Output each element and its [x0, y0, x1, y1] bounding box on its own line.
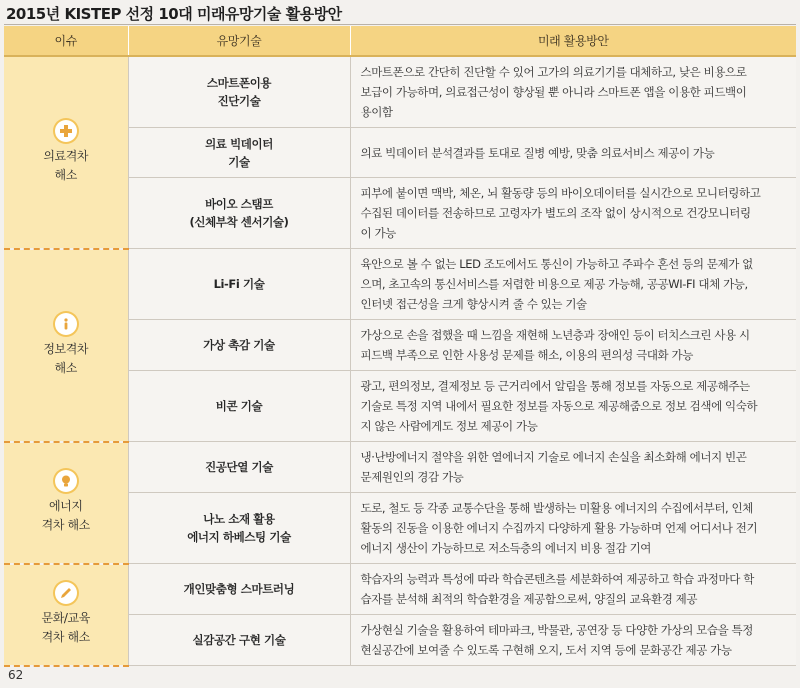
desc-line: 가상으로 손을 접했을 때 느낌을 재현해 노년층과 장애인 등이 터치스크린 사용 시	[360, 328, 750, 342]
desc-line: 에너지 생산이 가능하므로 저소득층의 에너지 비용 절감 기여	[360, 541, 652, 555]
header-tech: 유망기술	[128, 26, 350, 56]
tech-table	[4, 26, 796, 667]
issue-cell-energy	[4, 442, 128, 564]
desc-line: 냉·난방에너지 절약을 위한 열에너지 기술로 에너지 손실을 최소화해 에너지 빈곤	[360, 450, 747, 464]
issue-label: 격차 해소	[41, 630, 90, 644]
issue-label: 문화/교육	[41, 611, 90, 625]
issue-label: 의료격차	[43, 148, 89, 163]
medical-cross-icon	[55, 120, 77, 142]
issue-cell-info	[4, 249, 128, 442]
issue-cell-culture	[4, 564, 128, 666]
desc-cell	[350, 493, 796, 564]
issue-label: 해소	[54, 360, 77, 375]
pencil-icon	[55, 582, 77, 604]
desc-cell	[350, 320, 796, 371]
issue-label: 에너지	[48, 499, 83, 513]
desc-line: 피드백 부족으로 인한 사용성 문제를 해소, 이용의 편의성 극대화 가능	[360, 348, 693, 362]
tech-cell	[128, 128, 350, 178]
tech-label: 진공단열 기술	[205, 460, 273, 474]
desc-line: 육안으로 볼 수 없는 LED 조도에서도 통신이 가능하고 주파수 혼선 등의 문제가 없	[360, 257, 753, 271]
page-number: 62	[8, 668, 24, 682]
desc-line: 보급이 가능하며, 의료접근성이 향상될 뿐 아니라 스마트폰 앱을 이용한 피드백이	[360, 85, 747, 99]
header-use: 미래 활용방안	[350, 26, 796, 56]
desc-line: 지 않은 사람에게도 정보 제공이 가능	[360, 419, 538, 433]
tech-label: 기술	[228, 154, 250, 169]
desc-cell	[350, 371, 796, 442]
desc-line: 학습자의 능력과 특성에 따라 학습콘텐츠를 세분화하여 제공하고 학습 과정마다 학	[360, 572, 754, 586]
desc-line: 으며, 초고속의 통신서비스를 저렴한 비용으로 제공 가능해, 공공WI-FI 대체 가능,	[360, 277, 748, 291]
desc-cell	[350, 615, 796, 666]
header-issue: 이슈	[4, 26, 128, 56]
desc-cell	[350, 128, 796, 178]
tech-cell	[128, 442, 350, 493]
desc-cell	[350, 442, 796, 493]
issue-cell-medical	[4, 56, 128, 249]
desc-line: 인터넷 접근성을 크게 향상시켜 줄 수 있는 기술	[360, 297, 587, 311]
tech-cell	[128, 371, 350, 442]
tech-cell	[128, 56, 350, 128]
desc-cell	[350, 564, 796, 615]
tech-label: 진단기술	[217, 94, 261, 108]
desc-cell	[350, 249, 796, 320]
tech-label: 바이오 스탬프	[205, 197, 273, 211]
desc-line: 현실공간에 보여줄 수 있도록 구현해 오지, 도서 지역 등에 문화공간 제공 가능	[360, 643, 732, 657]
desc-line: 습자를 분석해 최적의 학습환경을 제공함으로써, 양질의 교육환경 제공	[360, 592, 698, 606]
tech-cell	[128, 493, 350, 564]
table-row	[4, 564, 796, 615]
tech-label: 개인맞춤형 스마트러닝	[183, 582, 295, 596]
desc-cell	[350, 56, 796, 128]
tech-cell	[128, 564, 350, 615]
tech-label: Li-Fi 기술	[213, 277, 265, 291]
desc-line: 이 가능	[360, 226, 396, 240]
desc-line: 도로, 철도 등 각종 교통수단을 통해 발생하는 미활용 에너지의 수집에서부터, 인체	[360, 501, 753, 515]
tech-label: 스마트폰이용	[206, 76, 272, 90]
desc-line: 용이함	[360, 105, 393, 119]
desc-line: 활동의 진동을 이용한 에너지 수집까지 다양하게 활용 가능하며 언제 어디서나 전기	[360, 521, 758, 535]
desc-line: 수집된 데이터를 전송하므로 고령자가 별도의 조작 없이 상시적으로 건강모니터링	[360, 206, 751, 220]
issue-label: 해소	[54, 167, 77, 182]
table-row	[4, 442, 796, 493]
issue-label: 정보격차	[43, 341, 89, 356]
tech-label: 에너지 하베스팅 기술	[187, 530, 291, 544]
desc-line: 스마트폰으로 간단히 진단할 수 있어 고가의 의료기기를 대체하고, 낮은 비용으로	[360, 65, 747, 79]
tech-label: 의료 빅데이터	[205, 136, 273, 151]
bulb-icon	[55, 470, 77, 492]
desc-line: 피부에 붙이면 맥박, 체온, 뇌 활동량 등의 바이오데이터를 실시간으로 모니터링하고	[360, 186, 761, 200]
table-row	[4, 249, 796, 320]
tech-label: 나노 소재 활용	[203, 512, 275, 526]
tech-label: (신체부착 센서기술)	[189, 215, 289, 229]
desc-line: 기술로 특정 지역 내에서 필요한 정보를 자동으로 제공해줌으로 정보 검색에 익숙하	[360, 399, 758, 413]
title-divider	[4, 24, 796, 25]
tech-label: 실감공간 구현 기술	[192, 633, 286, 647]
desc-line: 문제원인의 경감 가능	[360, 470, 464, 484]
desc-line: 의료 빅데이터 분석결과를 토대로 질병 예방, 맞춤 의료서비스 제공이 가능	[360, 145, 715, 160]
table-header-row	[4, 26, 796, 56]
page-title: 2015년 KISTEP 선정 10대 미래유망기술 활용방안	[6, 5, 342, 23]
tech-label: 가상 촉감 기술	[203, 338, 275, 352]
desc-line: 가상현실 기술을 활용하여 테마파크, 박물관, 공연장 등 다양한 가상의 모습을 특정	[360, 623, 753, 637]
tech-label: 비콘 기술	[215, 399, 263, 413]
tech-cell	[128, 615, 350, 666]
desc-cell	[350, 178, 796, 249]
issue-label: 격차 해소	[41, 518, 90, 532]
tech-cell	[128, 178, 350, 249]
table-row	[4, 56, 796, 128]
info-icon	[55, 313, 77, 335]
tech-cell	[128, 320, 350, 371]
tech-cell	[128, 249, 350, 320]
desc-line: 광고, 편의정보, 결제정보 등 근거리에서 알림을 통해 정보를 자동으로 제공해주는	[360, 379, 750, 393]
